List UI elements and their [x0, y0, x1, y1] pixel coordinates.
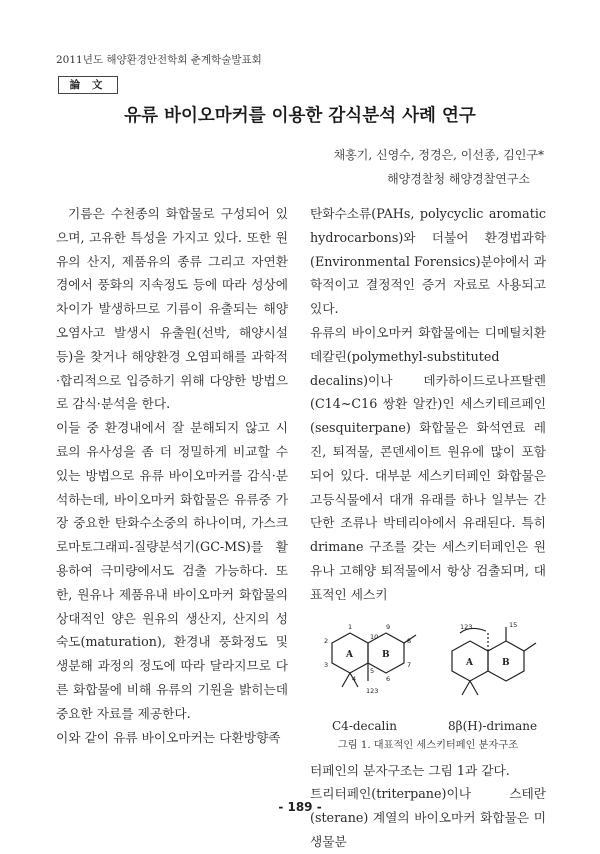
paragraph: 유류의 바이오마커 화합물에는 디메틸치환데칼린(polymethyl-substituted decalins)이나 데카하이드로나프탈렌(C14~C16 쌍환 알칸)인 세스키테르페인(sesquiterpane) 화합물은 화석연료 레진, 퇴적물, 콘덴세이트 원유에 많이 포함되어 있다. 대부분 세스키터페인 화합물은 고등식물에서 대개 유래를 하나 일부는 간단한 조류나 박테리아에서 유래된다. 특히 drimane 구조를 갖는 세스키터페인은 원유나 고해양 퇴적물에서 항상 검출되며, 대표적인 세스키: [310, 324, 546, 602]
paragraph: 트리터페인(triterpane)이나 스테란(sterane) 계열의 바이오마커 화합물은 미생물분: [310, 786, 546, 849]
paper-title: 유류 바이오마커를 이용한 감식분석 사례 연구: [124, 106, 476, 126]
atom-number: 6: [386, 674, 391, 683]
figure-labels: [310, 715, 546, 737]
atom-number: 9: [386, 622, 391, 631]
atom-number: 3: [324, 660, 329, 669]
atom-number: 7: [407, 660, 412, 669]
atom-number: 5: [370, 666, 375, 675]
paragraph: 터페인의 분자구조는 그림 1과 같다.: [310, 762, 510, 778]
atom-number: 8: [407, 636, 412, 645]
right-column: [310, 202, 546, 854]
atom-number: 4: [352, 674, 357, 683]
paragraph: 이와 같이 유류 바이오마커는 다환방향족: [56, 729, 281, 745]
atom-number: 123: [366, 686, 379, 695]
figure-caption: 그림 1. 대표적인 세스키터페인 분자구조: [337, 739, 519, 751]
atom-number: 15: [509, 620, 518, 629]
ring-label: A: [346, 649, 353, 660]
structure-label-right: 8β(H)-drimane: [448, 718, 538, 733]
ring-label: B: [502, 657, 510, 668]
structure-diagram: [310, 615, 546, 715]
ring-label: B: [382, 649, 390, 660]
atom-number: 123: [460, 622, 473, 631]
molecular-structure-figure: [310, 615, 546, 715]
ring-label: A: [466, 657, 473, 668]
article-type-badge: 論 文: [58, 76, 118, 94]
paragraph: 탄화수소류(PAHs, polycyclic aromatic hydrocarbons)와 더불어 환경법과학(Environmental Forensics)분야에서 과학적이고 결정적인 증거 자료로 사용되고 있다.: [310, 206, 546, 317]
atom-number: 1: [348, 622, 353, 631]
atom-number: 10: [370, 632, 379, 641]
page-number: - 189 -: [278, 800, 322, 814]
affiliation: 해양경찰청 해양경찰연구소: [387, 172, 530, 186]
paragraph: 이들 중 환경내에서 잘 분해되지 않고 시료의 유사성을 좀 더 정밀하게 비교할 수 있는 방법으로 유류 바이오마커를 감식·분석하는데, 바이오마커 화합물은 유류중 가장 중요한 탄화수소중의 하나이며, 가스크로마토그래피-질량분석기(GC-MS)를 활용하여 극미량에서도 검출 가능하다. 또한, 원유나 제품유내 바이오마커 화합물의 상대적인 양은 원유의 생산지, 산지의 성숙도(maturation), 환경내 풍화정도 및 생분해 과정의 정도에 따라 달라지므로 다른 화합물에 비해 유류의 기원을 밝히는데 중요한 자료를 제공한다.: [56, 420, 288, 721]
structure-label-left: C4-decalin: [332, 718, 397, 733]
atom-number: 2: [324, 636, 329, 645]
paragraph: 기름은 수천종의 화합물로 구성되어 있으며, 고유한 특성을 가지고 있다. 또한 원유의 산지, 제품유의 종류 그리고 자연환경에서 풍화의 지속정도 등에 따라 성상에 차이가 발생하므로 기름이 유출되는 해양오염사고 발생시 유출원(선박, 해양시설 등)을 찾거나 해양환경 오염피해를 과학적·합리적으로 입증하기 위해 다양한 방법으로 감식·분석을 한다.: [56, 206, 288, 412]
conference-header: 2011년도 해양환경안전학회 춘계학술발표회: [56, 54, 262, 66]
left-column: [56, 202, 288, 749]
author-list: 채홍기, 신영수, 정경은, 이선종, 김인구*: [333, 148, 544, 162]
